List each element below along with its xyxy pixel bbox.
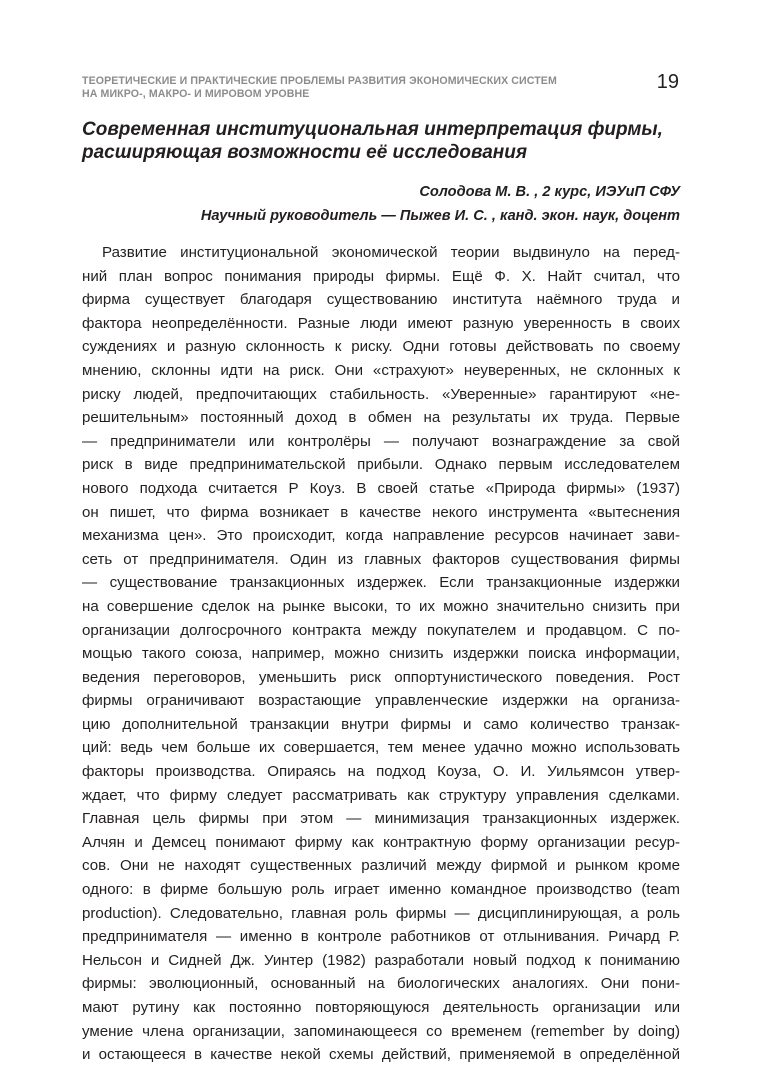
body-line: одного: в фирме большую роль играет именно командное производство (team — [82, 881, 680, 899]
body-line: ведения переговоров, уменьшить риск оппортунистического поведения. Рост — [82, 668, 680, 686]
running-header-line-2: НА МИКРО-, МАКРО- И МИРОВОМ УРОВНЕ — [82, 88, 310, 100]
body-line: Главная цель фирмы при этом — минимизация транзакционных издержек. — [82, 810, 680, 828]
article-title-line-1: Современная институциональная интерпретация фирмы, — [82, 119, 663, 140]
body-line: Нельсон и Сидней Дж. Уинтер (1982) разработали новый подход к пониманию — [82, 951, 680, 969]
body-line: сов. Они не находят существенных различий между фирмой и рынком кроме — [82, 857, 680, 875]
body-line: мнению, склонны идти на риск. Они «страхуют» неуверенных, не склонных к — [82, 361, 680, 379]
body-line: ний план вопрос понимания природы фирмы. Ещё Ф. Х. Найт считал, что — [82, 267, 680, 285]
body-line: фирмы ограничивают возрастающие управленческие издержки на организа- — [82, 692, 680, 710]
body-line: он пишет, что фирма возникает в качестве некого инструмента «вытеснения — [82, 503, 680, 521]
body-line: production). Следовательно, главная роль фирмы — дисциплинирующая, а роль — [82, 904, 680, 922]
body-line: ций: ведь чем больше их совершается, тем менее удачно можно использовать — [82, 739, 680, 757]
body-line: нового подхода считается Р Коуз. В своей статье «Природа фирмы» (1937) — [82, 479, 680, 497]
body-line: — предприниматели или контролёры — получают вознаграждение за свой — [82, 432, 680, 450]
running-header — [82, 75, 622, 101]
body-line: цию дополнительной транзакции внутри фирмы и само количество транзак- — [82, 715, 680, 733]
body-line: суждениях и разную склонность к риску. Одни готовы действовать по своему — [82, 338, 680, 356]
body-line: организации долгосрочного контракта между покупателем и продавцом. С по- — [82, 621, 680, 639]
body-line: фактора неопределённости. Разные люди имеют разную уверенность в своих — [82, 314, 680, 332]
body-line: мают рутину как постоянно повторяющуюся деятельность организации или — [82, 999, 680, 1016]
body-line: механизма цен». Это происходит, когда направление ресурсов начинает зави- — [82, 527, 680, 545]
author-line: Солодова М. В. , 2 курс, ИЭУиП СФУ — [419, 184, 680, 200]
body-line: решительным» постоянный доход в обмен на результаты их труда. Первые — [82, 409, 680, 427]
page-number: 19 — [656, 71, 679, 93]
author-block — [201, 180, 680, 228]
body-line: факторы производства. Опираясь на подход Коуза, О. И. Уильямсон утвер- — [82, 763, 680, 781]
running-header-line-1: ТЕОРЕТИЧЕСКИЕ И ПРАКТИЧЕСКИЕ ПРОБЛЕМЫ РАЗВИТИЯ ЭКОНОМИЧЕСКИХ СИСТЕМ — [82, 75, 557, 87]
body-line: предпринимателя — именно в контроле работников от отлынивания. Ричард Р. — [82, 928, 680, 946]
body-line: риску людей, предпочитающих стабильность. «Уверенные» гарантируют «не- — [82, 385, 680, 403]
body-text — [82, 241, 680, 1067]
body-line: фирма существует благодаря существованию института наёмного труда и — [82, 291, 680, 309]
body-line: Алчян и Демсец понимают фирму как контрактную форму организации ресур- — [82, 833, 680, 851]
body-line: умение члена организации, запоминающееся со временем (remember by doing) — [82, 1022, 680, 1040]
body-line: сеть от предпринимателя. Один из главных факторов существования фирмы — [82, 550, 680, 568]
article-title — [82, 118, 682, 164]
body-line: Развитие институциональной экономической теории выдвинуло на перед- — [102, 244, 680, 261]
body-line: ждает, что фирму следует рассматривать как структуру управления сделками. — [82, 786, 680, 804]
supervisor-line: Научный руководитель — Пыжев И. С. , канд. экон. наук, доцент — [200, 208, 680, 224]
body-line: на совершение сделок на рынке высоки, то их можно значительно снизить при — [82, 597, 680, 615]
article-title-line-2: расширяющая возможности её исследования — [82, 142, 528, 163]
body-line: — существование транзакционных издержек. Если транзакционные издержки — [82, 574, 680, 592]
body-line: фирмы: эволюционный, основанный на биологических аналогиях. Они пони- — [82, 975, 680, 993]
body-line: риск в виде предпринимательской прибыли. Однако первым исследователем — [82, 456, 680, 474]
body-line: и остающееся в качестве некой схемы действий, применяемой в определённой — [82, 1046, 680, 1064]
body-line: мощью такого союза, например, можно снизить издержки поиска информации, — [82, 645, 680, 663]
